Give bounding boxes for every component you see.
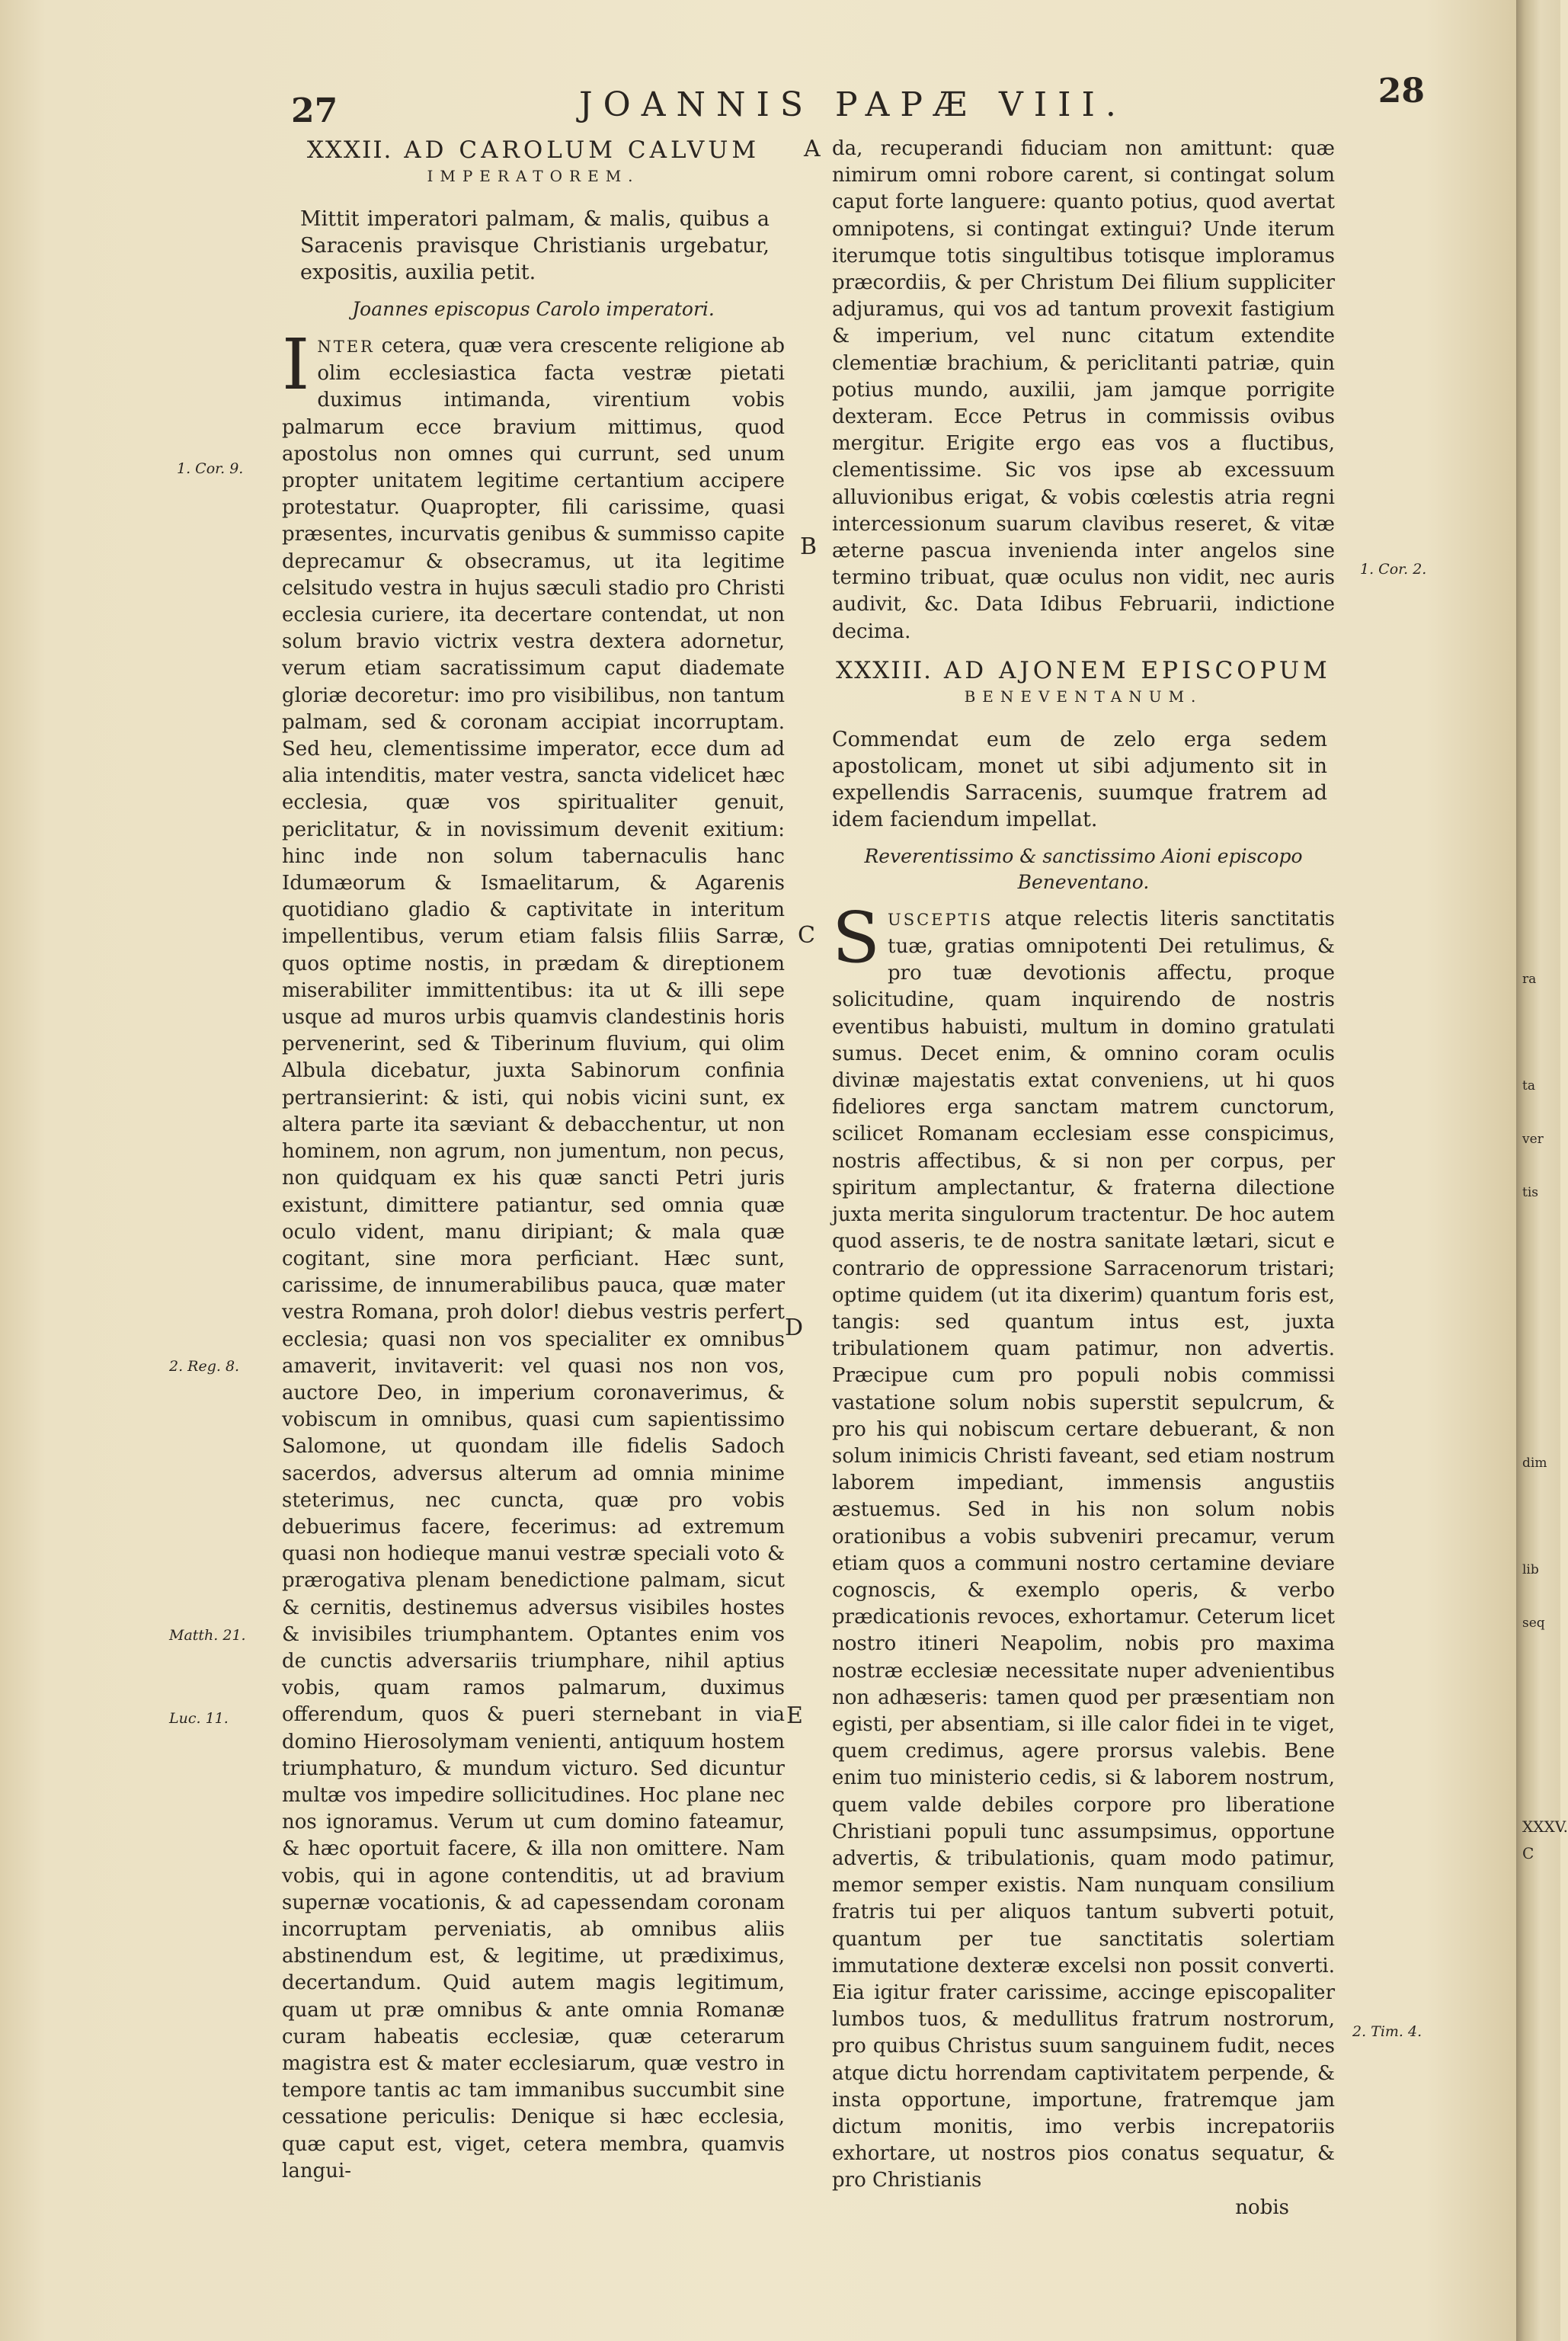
letter-number: XXXII. [306, 136, 393, 164]
page-header [282, 72, 1425, 137]
letter-title: AD CAROLUM CALVUM [404, 136, 760, 164]
letter-subtitle: BENEVENTANUM. [964, 687, 1203, 706]
section-letter: A [804, 136, 821, 162]
drop-cap: I [282, 324, 310, 405]
section-letter: D [785, 1315, 804, 1341]
letter-title: AD AJONEM EPISCOPUM [943, 656, 1331, 684]
drop-cap: S [832, 896, 881, 978]
page-fragment: ver [1522, 1132, 1544, 1147]
first-word: NTER [317, 338, 375, 356]
page-fragment: XXXV. [1522, 1817, 1568, 1836]
left-column [282, 136, 785, 2185]
margin-note: Luc. 11. [169, 1710, 229, 1727]
letter-salutation [832, 844, 1335, 895]
page-fragment: seq [1522, 1616, 1545, 1631]
margin-note: 1. Cor. 9. [177, 460, 244, 477]
letter-heading [832, 656, 1335, 685]
salutation-line: Beneventano. [1017, 870, 1150, 893]
continued-text: da, recuperandi fiduciam non amittunt: quæ nimirum omni robore carent, si contingat solum caput forte languere: quanto potius, quod avertat omnipotens, si contingat extingui? Unde iterum iterumque totis singultibus totisque imploramus præcordiis, & per Christum Dei filium suppliciter adjuramus, qui vos ad tantum provexit fastigium & imperium, vel nunc citatum extendite clementiæ brachium, & periclitanti patriæ, quin potius mundo, auxilii, jam jamque porrigite dexteram. Ecce Petrus in commissis ovibus mergitur. Erigite ergo eas vos a fluctibus, clementissime. Sic vos ipse ab excessuum alluvionibus erigat, & vobis cœlestis atria regni intercessionum suarum clavibus reseret, & vitæ æterne pascua invenienda inter angelos sine termino tribuat, quæ oculus non vidit, nec auris audivit, &c. Data Idibus Februarii, indictione decima. [832, 137, 1335, 643]
letter-body [832, 896, 1335, 2195]
letter-number: XXXIII. [836, 656, 933, 684]
letter-subtitle: IMPERATOREM. [427, 167, 640, 185]
section-letter: B [800, 533, 818, 560]
section-letter: E [786, 1702, 803, 1729]
page-fragment: dim [1522, 1456, 1547, 1471]
letter-summary: Mittit imperatori palmam, & malis, quibus a Saracenis pravisque Christianis urgebatur, expositis, auxilia petit. [300, 207, 770, 284]
letter-body [282, 324, 786, 2185]
page-fragment: lib [1522, 1562, 1539, 1577]
adjacent-page-edge [1516, 0, 1568, 2341]
running-title: JOANNIS PAPÆ VIII. [579, 85, 1127, 124]
catchword: nobis [1235, 2195, 1289, 2219]
margin-note: 2. Reg. 8. [169, 1358, 240, 1375]
margin-note: Matth. 21. [169, 1627, 246, 1644]
page-fragment: C [1522, 1844, 1534, 1862]
page-fragment: tis [1522, 1185, 1538, 1200]
body-text: atque relectis literis sanctitatis tuæ, gratias omnipotenti Dei retulimus, & pro tuæ devotionis affectu, proque solicitudine, quam inquirendo de nostris eventibus habuisti, multum in domino gratulati sumus. Decet enim, & omnino coram oculis divinæ majestatis extat conveniens, ut hi quos fideliores erga sanctam matrem cunctorum, scilicet Romanam ecclesiam esse conspicimus, nostris affectibus, & si non per corpus, per spiritum amplectantur, & fraterna dilectione juxta merita singulorum tractentur. De hoc autem quod asseris, te de nostra sanitate lætari, sicut e contrario de oppressione Sarracenorum tristari; optime quidem (ut ita dixerim) quantum foris est, tangis: sed quantum intus est, juxta tribulationem quam patimur, non advertis. Præcipue cum pro populi nobis commissi vastatione solum nobis superstit sepulcrum, & pro his qui nobiscum certare debuerant, & non solum inimicis Christi faveant, sed etiam nostrum laborem impediant, immensis angustiis æstuemus. Sed in his non solum nobis orationibus a vobis subveniri precamur, verum etiam quos a communi nostro certamine deviare cognoscis, & exemplo operis, & verbo prædicationis revoces, exhortamur. Ceterum licet nostro itineri Neapolim, nobis pro maxima nostræ ecclesiæ necessitate nuper advenientibus non adhæseris: tamen quod per præsentiam non egisti, per absentiam, si ille calor fidei in te viget, quem credimus, agere prorsus valebis. Bene enim tuo ministerio cedis, si & laborem nostrum, quem valde debiles corpore pro liberatione Christiani populi tunc assumpsimus, opportune advertis, & tribulationis, quam modo patimur, memor semper existis. Nam nunquam consilium fratris tui per aliquos tantum subverti potuit, quantum per tue sanctitatis solertiam immutatione dexteræ excelsi non possit converti. Eia igitur frater carissime, accinge episcopaliter lumbos tuos, & medullitus fratrum nostrorum, pro quibus Christus suum sanguinem fudit, neces atque dictu horrendam captivitatem perpende, & insta opportune, importune, fratremque jam dictum monitis, imo verbis increpatoriis exhortare, ut nostros pios conatus sequatur, & pro Christianis [832, 907, 1335, 2192]
margin-note: 1. Cor. 2. [1360, 561, 1427, 578]
letter-summary: Commendat eum de zelo erga sedem apostolicam, monet ut sibi adjumento sit in expellendis Sarracenis, suumque fratrem ad idem faciendum impellat. [832, 727, 1327, 831]
section-letter: C [798, 922, 815, 949]
page-fragment: ta [1522, 1078, 1535, 1094]
right-page-number: 28 [1378, 72, 1425, 110]
first-word: USCEPTIS [888, 910, 994, 929]
left-page-number: 27 [291, 91, 338, 130]
salutation-line: Reverentissimo & sanctissimo Aioni episcopo [864, 844, 1303, 867]
letter-salutation: Joannes episcopus Carolo imperatori. [352, 298, 715, 320]
letter-heading [282, 136, 785, 165]
margin-note: 2. Tim. 4. [1352, 2023, 1422, 2040]
right-column [832, 136, 1335, 2221]
body-text: cetera, quæ vera crescente religione ab olim ecclesiastica facta vestræ pietati duximus intimanda, virentium vobis palmarum ecce bravium mittimus, quod apostolus non omnes qui currunt, sed unum propter unitatem legitime certantium accipere protestatur. Quapropter, fili carissime, quasi præsentes, incurvatis genibus & summisso capite deprecamur & obsecramus, ut ita legitime celsitudo vestra in hujus sæculi stadio pro Christi ecclesia curiere, ita decertare contendat, ut non solum bravio victrix vestra dextera adornetur, verum etiam sacratissimum caput diademate gloriæ decoretur: imo pro visibilibus, non tantum palmam, sed & coronam accipiat incorruptam. Sed heu, clementissime imperator, ecce dum ad alia intenditis, mater vestra, sancta videlicet hæc ecclesia, quæ vos spiritualiter genuit, periclitatur, & in novissimum devenit exitium: hinc inde non solum tabernaculis hanc Idumæorum & Ismaelitarum, & Agarenis quotidiano gladio & captivitate in interitum impellentibus, verum etiam falsis filiis Sarræ, quos optime nostis, in prædam & direptionem miserabiliter immittentibus: ita ut & illi sepe usque ad muros urbis quamvis clandestinis horis pervenerint, sed & Tiberinum fluvium, qui olim Albula dicebatur, juxta Sabinorum confinia pertransierint: & isti, qui nobis vicini sunt, ex altera parte ita sæviant & debacchentur, ut non hominem, non agrum, non jumentum, non pecus, non quidquam ex his quæ sancti Petri juris existunt, dimittere patiantur, sed omnia quæ oculo vident, manu diripiant; & mala quæ cogitant, sine mora perficiant. Hæc sunt, carissime, de innumerabilibus pauca, quæ mater vestra Romana, proh dolor! diebus vestris perfert ecclesia; quasi non vos specialiter ex omnibus amaverit, invitaverit: vel quasi nos non vos, auctore Deo, in imperium coronaverimus, & vobiscum in omnibus, quasi cum sapientissimo Salomone, ut quondam ille fidelis Sadoch sacerdos, adversus alterum ad omnia minime steterimus, nec cuncta, quæ pro vobis debuerimus facere, fecerimus: ad extremum quasi non hodieque manui vestræ speciali voto & prærogativa plenam benedictione palmam, sicut & cernitis, destinemus adversus visibiles hostes & invisibiles triumphantem. Optantes enim vos de cunctis adversariis triumphare, nihil aptius vobis, quam ramos palmarum, duximus offerendum, quos & pueri sternebant in via domino Hierosolymam venienti, antiquum hostem triumphaturo, & mundum victuro. Sed dicuntur multæ vos impedire sollicitudines. Hoc plane nec nos ignoramus. Verum ut cum domino fateamur, & hæc oportuit facere, & illa non omittere. Nam vobis, qui in agone contenditis, ut ad bravium supernæ vocationis, & ad capessendam coronam incorruptam perveniatis, ab omnibus aliis abstinendum est, & legitime, ut prædiximus, decertandum. Quid autem magis legitimum, quam ut præ omnibus & ante omnia Romanæ curam habeatis ecclesiæ, quæ ceterarum magistra est & mater ecclesiarum, quæ vestro in tempore tantis ac tam immanibus succumbit sine cessatione periculis: Denique si hæc ecclesia, quæ caput est, viget, cetera membra, quamvis langui- [282, 335, 786, 2182]
page-fragment: ra [1522, 972, 1537, 987]
